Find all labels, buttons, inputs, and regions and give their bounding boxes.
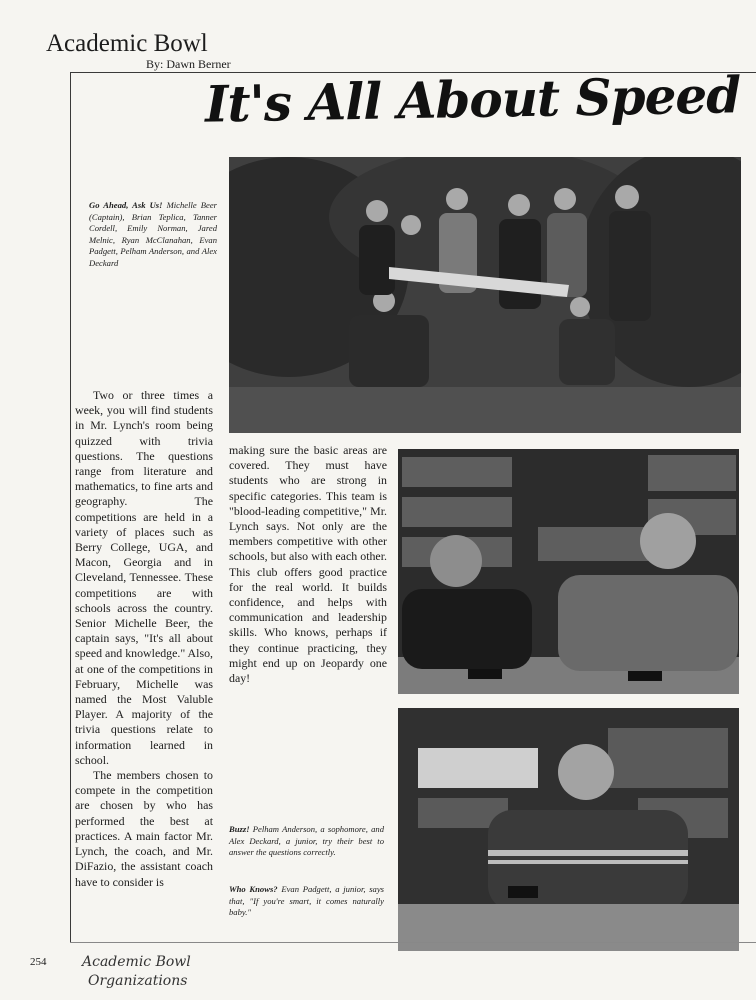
page-number: 254 [30,956,47,968]
section-title: Academic Bowl [46,30,208,57]
article-paragraph: The members chosen to compete in the competition are chosen by who has performed the best at practices. A main factor Mr. Lynch, the coach, and Mr. DiFazio, the assistant coach have to consider is [75,768,213,889]
headline: It's All About Speed [204,65,741,134]
article-paragraph: making sure the basic areas are covered. They must have students who are strong in specific categories. This team is "blood-leading competitive," Mr. Lynch says. Not only are the members competitive with other schools, but also with each other. This club offers good practice for the real world. It builds confidence, and helps with communication and leadership skills. Who knows, perhaps if they continue practicing, they might end up on Jeopardy one day! [229,443,387,686]
footer-rule [70,942,756,943]
buzzer-photo [398,449,739,694]
caption-lead: Go Ahead, Ask Us! [89,200,163,210]
footer-section-name: Academic Bowl [82,954,191,970]
article-column-2 [229,443,387,686]
team-photo-caption [89,200,217,269]
caption-lead: Buzz! [229,824,250,834]
caption-lead: Who Knows? [229,884,278,894]
byline: By: Dawn Berner [146,57,231,71]
caption-text: Evan Padgett, a junior, says that, "If you're smart, it comes naturally baby." [229,884,384,917]
article-column-1 [75,388,213,890]
footer-category-name: Organizations [88,973,188,989]
buzzer-photo-caption [229,824,384,859]
article-paragraph: Two or three times a week, you will find students in Mr. Lynch's room being quizzed with trivia questions. The questions range from literature and mathematics, to fine arts and geography. The competitions are held in a variety of places such as Berry College, UGA, and Macon, Georgia and in Cleveland, Tennessee. These competitions are with schools across the country. Senior Michelle Beer, the captain says, "It's all about speed and knowledge." Also, at one of the competitions in February, Michelle was named the Most Valuble Player. A majority of the trivia questions relate to information learned in school. [75,388,213,767]
caption-text: Michelle Beer (Captain), Brian Teplica, Tanner Cordell, Emily Norman, Jared Melnic, Ryan McClanahan, Evan Padgett, Pelham Anderson, and Alex Deckard [89,200,217,268]
who-knows-photo [398,708,739,951]
team-photo [229,157,741,433]
who-knows-photo-caption [229,884,384,919]
caption-text: Pelham Anderson, a sophomore, and Alex Deckard, a junior, try their best to answer the questions correctly. [229,824,384,857]
left-vertical-rule [70,72,71,942]
